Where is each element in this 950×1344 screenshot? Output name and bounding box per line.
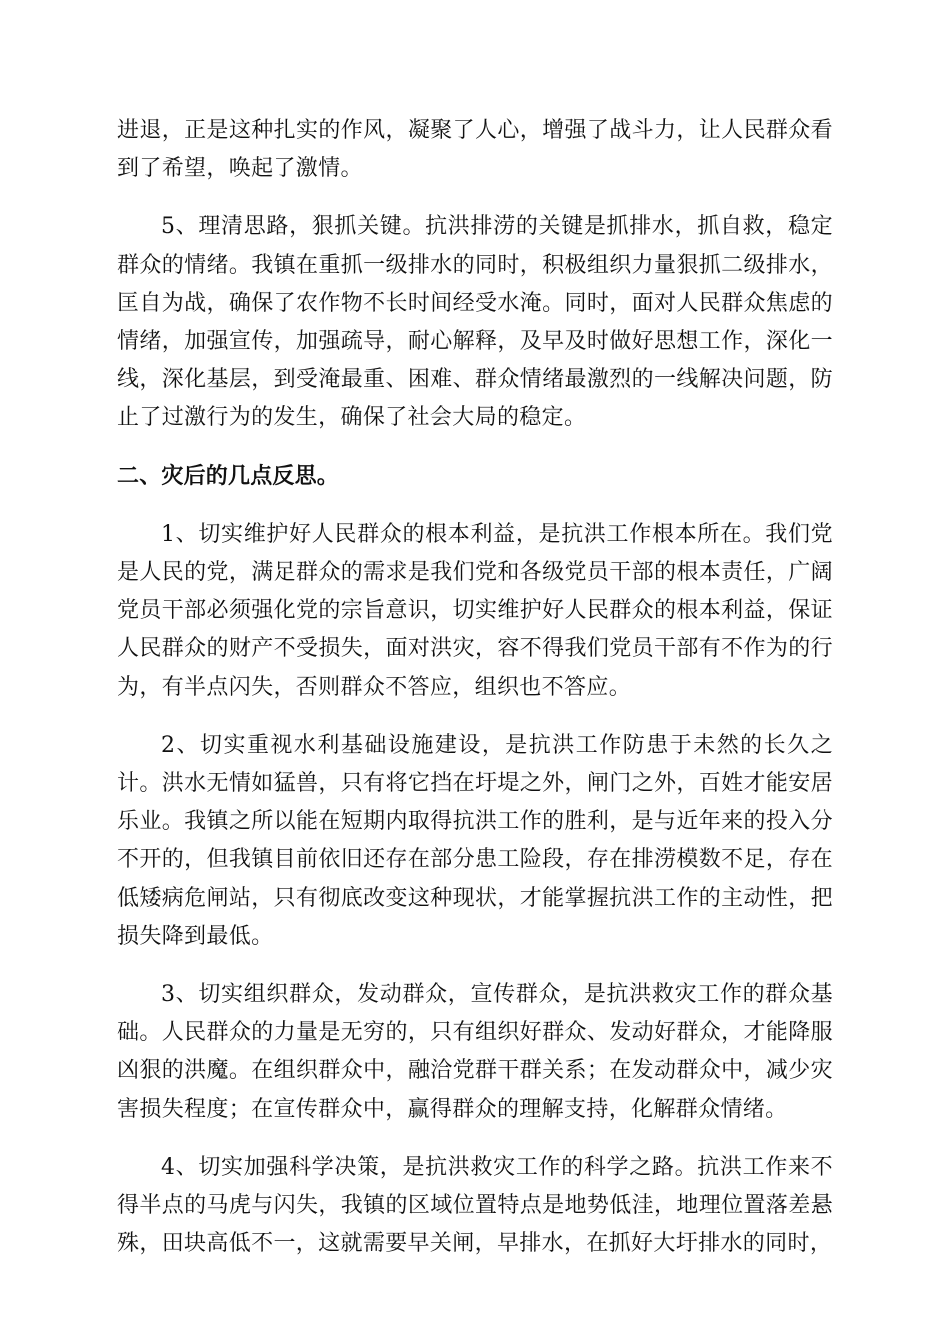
paragraph-reflection-2: 2、切实重视水利基础设施建设，是抗洪工作防患于未然的长久之计。洪水无情如猛兽，只有将它挡在圩堤之外，闸门之外，百姓才能安居乐业。我镇之所以能在短期内取得抗洪工作的胜利，是与近年来的投入分不开的，但我镇目前依旧还存在部分患工险段，存在排涝模数不足，存在低矮病危闸站，只有彻底改变这种现状，才能掌握抗洪工作的主动性，把损失降到最低。 [117, 732, 833, 949]
paragraph-reflection-3: 3、切实组织群众，发动群众，宣传群众，是抗洪救灾工作的群众基础。人民群众的力量是无穷的，只有组织好群众、发动好群众，才能降服凶狠的洪魔。在组织群众中，融洽党群干群关系；在发动群众中，减少灾害损失程度；在宣传群众中，赢得群众的理解支持，化解群众情绪。 [117, 982, 833, 1122]
paragraph-point-5: 5、理清思路，狠抓关键。抗洪排涝的关键是抓排水，抓自救，稳定群众的情绪。我镇在重抓一级排水的同时，积极组织力量狠抓二级排水，匡自为战，确保了农作物不长时间经受水淹。同时，面对人民群众焦虑的情绪，加强宣传，加强疏导，耐心解释，及早及时做好思想工作，深化一线，深化基层，到受淹最重、困难、群众情绪最激烈的一线解决问题，防止了过激行为的发生，确保了社会大局的稳定。 [117, 214, 833, 431]
section-heading: 二、灾后的几点反思。 [117, 463, 340, 489]
paragraph-continuation: 进退，正是这种扎实的作风，凝聚了人心，增强了战斗力，让人民群众看到了希望，唤起了激情。 [117, 118, 833, 182]
paragraph-reflection-1: 1、切实维护好人民群众的根本利益，是抗洪工作根本所在。我们党是人民的党，满足群众的需求是我们党和各级党员干部的根本责任，广阔党员干部必须强化党的宗旨意识，切实维护好人民群众的根本利益，保证人民群众的财产不受损失，面对洪灾，容不得我们党员干部有不作为的行为，有半点闪失，否则群众不答应，组织也不答应。 [117, 521, 833, 700]
paragraph-reflection-4: 4、切实加强科学决策，是抗洪救灾工作的科学之路。抗洪工作来不得半点的马虎与闪失，我镇的区域位置特点是地势低洼，地理位置落差悬殊，田块高低不一，这就需要早关闸，早排水，在抓好大圩排水的同时， [117, 1154, 833, 1257]
document-body [117, 112, 833, 1263]
